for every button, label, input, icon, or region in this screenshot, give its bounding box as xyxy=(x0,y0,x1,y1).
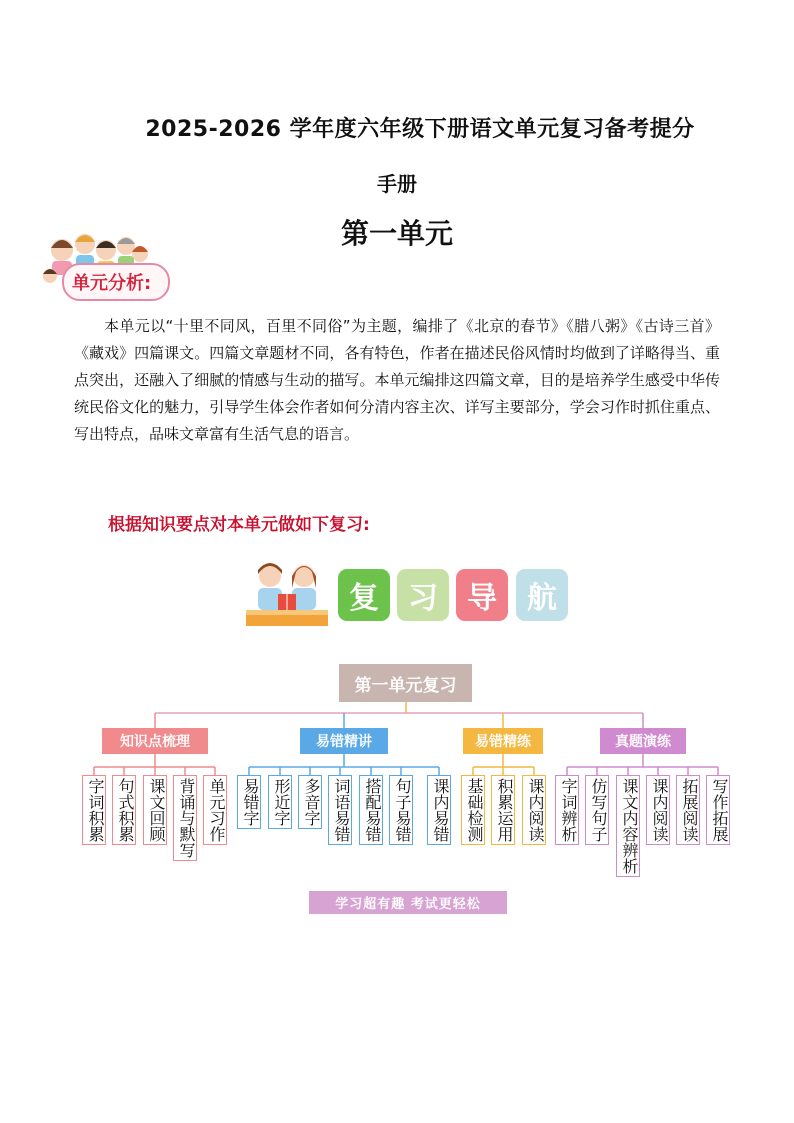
leaf-item: 写作拓展 xyxy=(706,775,730,845)
document-title-continued: 手册 xyxy=(377,172,417,196)
unit-analysis-paragraph: 本单元以“十里不同风，百里不同俗”为主题，编排了《北京的春节》《腊八粥》《古诗三首》《藏戏》四篇课文。四篇文章题材不同，各有特色，作者在描述民俗风情时均做到了详略得当、重点突出，还融入了细腻的情感与生动的描写。本单元编排这四篇文章，目的是培养学生感受中华传统民俗文化的魅力，引导学生体会作者如何分清内容主次、详写主要部分，学会习作时抓住重点、写出特点，品味文章富有生活气息的语言。 xyxy=(74,317,720,443)
nav-tile-xi: 习 xyxy=(397,569,449,621)
unit-title: 第一单元 xyxy=(340,217,453,250)
leaf-item: 课内阅读 xyxy=(522,775,546,845)
leaf-item: 基础检测 xyxy=(461,775,485,845)
leaf-item: 课文回顾 xyxy=(143,775,167,845)
leaf-item: 形近字 xyxy=(268,775,292,829)
leaf-item: 词语易错 xyxy=(328,775,352,845)
section-tag-label: 单元分析: xyxy=(72,273,152,294)
leaf-item: 句式积累 xyxy=(112,775,136,845)
document-title: 2025-2026 学年度六年级下册语文单元复习备考提分 xyxy=(145,117,695,142)
category-error-practice: 易错精练 xyxy=(463,728,543,754)
leaf-item: 课文内容辨析 xyxy=(616,775,640,877)
leaf-item: 易错字 xyxy=(237,775,261,829)
mindmap-root: 第一单元复习 xyxy=(339,664,472,702)
leaf-item: 背诵与默写 xyxy=(173,775,197,861)
nav-tile-fu: 复 xyxy=(338,569,390,621)
leaf-item: 拓展阅读 xyxy=(676,775,700,845)
leaf-item: 字词辨析 xyxy=(555,775,579,845)
category-error-explain: 易错精讲 xyxy=(300,728,388,754)
leaf-item: 单元习作 xyxy=(203,775,227,845)
nav-tile-dao: 导 xyxy=(456,569,508,621)
leaf-item: 课内易错 xyxy=(427,775,451,845)
nav-tile-hang: 航 xyxy=(516,569,568,621)
category-real-exam: 真题演练 xyxy=(600,728,686,754)
leaf-item: 仿写句子 xyxy=(585,775,609,845)
leaf-item: 课内阅读 xyxy=(646,775,670,845)
leaf-item: 搭配易错 xyxy=(359,775,383,845)
leaf-item: 字词积累 xyxy=(82,775,106,845)
review-intro-heading: 根据知识要点对本单元做如下复习: xyxy=(108,515,370,535)
slogan-banner: 学习超有趣 考试更轻松 xyxy=(309,891,507,914)
leaf-item: 积累运用 xyxy=(491,775,515,845)
category-knowledge: 知识点梳理 xyxy=(102,728,208,754)
leaf-item: 多音字 xyxy=(298,775,322,829)
leaf-item: 句子易错 xyxy=(389,775,413,845)
